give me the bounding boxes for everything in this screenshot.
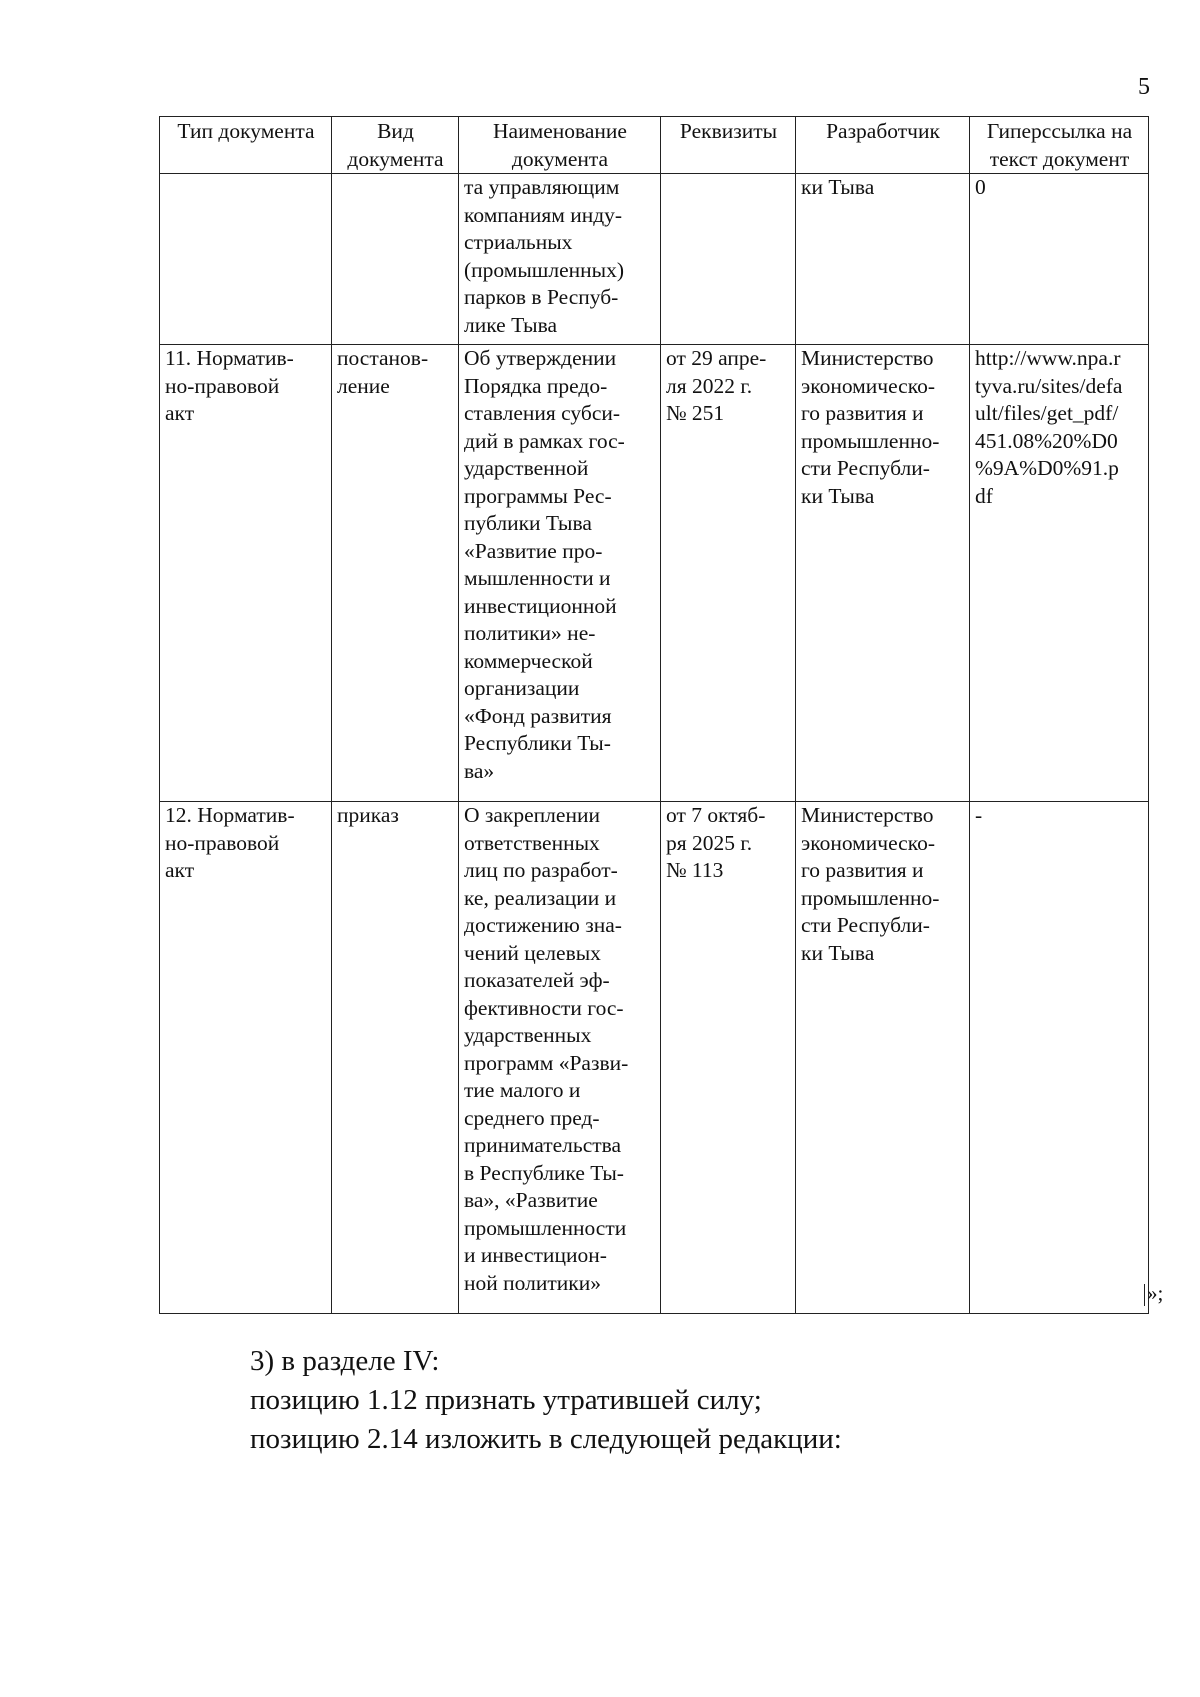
documents-table xyxy=(159,116,1149,1314)
cell-doc-type xyxy=(160,174,332,345)
cell-hyperlink: - xyxy=(970,802,1149,1314)
cell-doc-name: та управляющим компаниям инду- стриальных (промышленных) парков в Респуб- лике Тыва xyxy=(459,174,661,345)
cell-doc-name: О закреплении ответственных лиц по разработ- ке, реализации и достижению зна- чений целевых показателей эф- фективности гос- ударственных программ «Разви- тие малого и среднего пред- принимательства в Республике Ты- ва», «Развитие промышленности и инвестицион- ной политики» xyxy=(459,802,661,1314)
closing-quote-text: »; xyxy=(1147,1281,1164,1305)
header-developer: Разработчик xyxy=(796,117,970,174)
cell-doc-kind: приказ xyxy=(332,802,459,1314)
table-header-row xyxy=(160,117,1149,174)
header-doc-kind: Вид документа xyxy=(332,117,459,174)
quote-marker xyxy=(1144,1284,1145,1306)
paragraph-position-1-12: позицию 1.12 признать утратившей силу; xyxy=(250,1384,762,1416)
cell-doc-type: 11. Норматив- но-правовой акт xyxy=(160,345,332,802)
paragraph-position-2-14: позицию 2.14 изложить в следующей редакции: xyxy=(250,1423,842,1455)
cell-requisites: от 7 октяб- ря 2025 г. № 113 xyxy=(661,802,796,1314)
page-number: 5 xyxy=(1138,74,1150,100)
cell-hyperlink: 0 xyxy=(970,174,1149,345)
paragraph-section-iv: 3) в разделе IV: xyxy=(250,1345,440,1377)
header-doc-type: Тип документа xyxy=(160,117,332,174)
cell-developer: ки Тыва xyxy=(796,174,970,345)
table-row xyxy=(160,345,1149,802)
cell-doc-name: Об утверждении Порядка предо- ставления субси- дий в рамках гос- ударственной программы Рес- публики Тыва «Развитие про- мышленности и инвестиционной политики» не- коммерческой организации «Фонд развития Республики Ты- ва» xyxy=(459,345,661,802)
header-requisites: Реквизиты xyxy=(661,117,796,174)
cell-hyperlink[interactable]: http://www.npa.r tyva.ru/sites/defa ult/files/get_pdf/ 451.08%20%D0 %9A%D0%91.p df xyxy=(970,345,1149,802)
closing-quote xyxy=(1144,1281,1163,1306)
table-row xyxy=(160,174,1149,345)
cell-doc-type: 12. Норматив- но-правовой акт xyxy=(160,802,332,1314)
header-hyperlink: Гиперссылка на текст документ xyxy=(970,117,1149,174)
header-doc-name: Наименование документа xyxy=(459,117,661,174)
table-row xyxy=(160,802,1149,1314)
cell-requisites xyxy=(661,174,796,345)
cell-developer: Министерство экономическо- го развития и промышленно- сти Республи- ки Тыва xyxy=(796,802,970,1314)
cell-developer: Министерство экономическо- го развития и промышленно- сти Республи- ки Тыва xyxy=(796,345,970,802)
body-text xyxy=(250,1342,842,1459)
cell-doc-kind: постанов- ление xyxy=(332,345,459,802)
cell-requisites: от 29 апре- ля 2022 г. № 251 xyxy=(661,345,796,802)
cell-doc-kind xyxy=(332,174,459,345)
